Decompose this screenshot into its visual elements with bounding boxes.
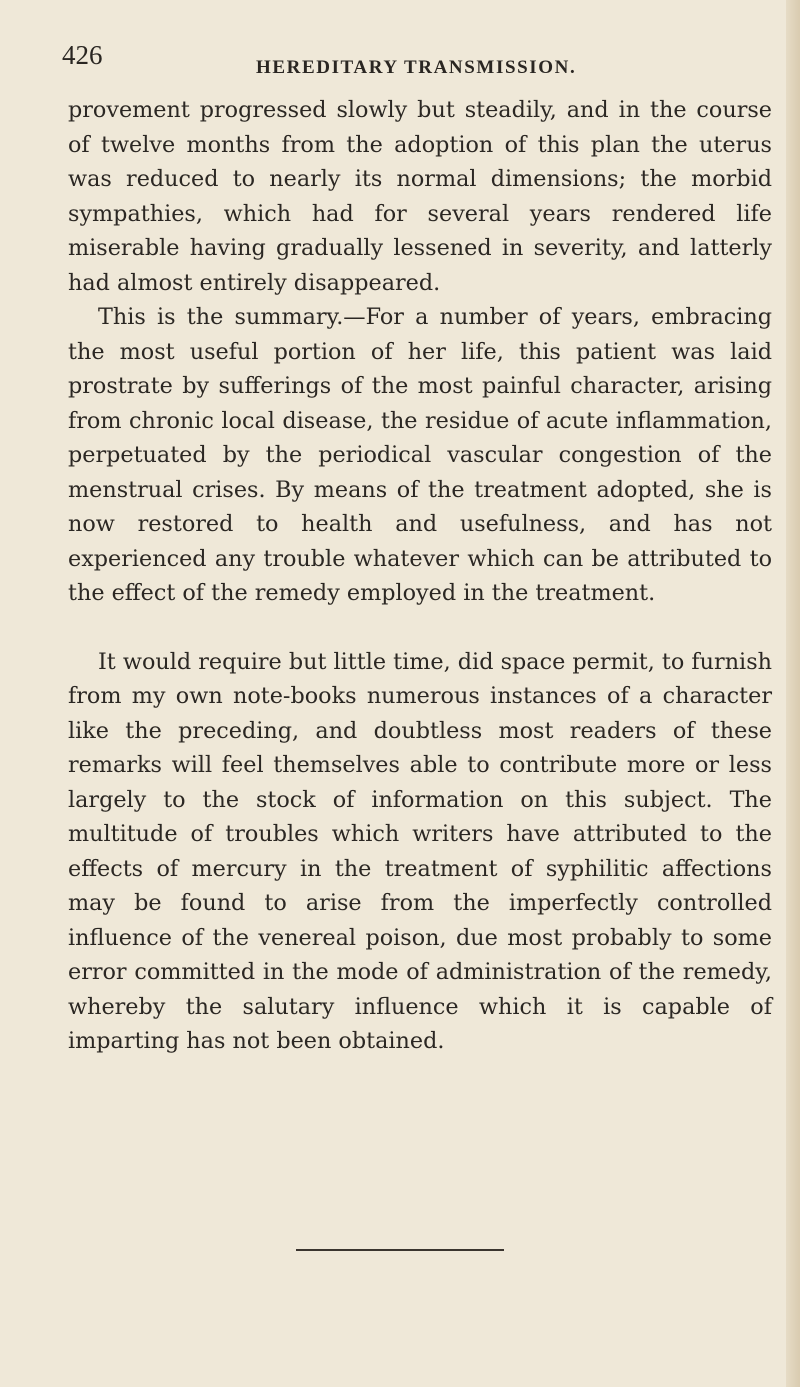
paragraph-1: provement progressed slowly but steadily, and in the course of twelve months from the adoption of this plan the uterus was reduced to nearly its normal dimensions; the morbid sympathies, which had for several years rendered life miserable having gradually lessened in severity, and latterly had almost entirely disappeared. bbox=[68, 97, 772, 296]
page-edge-shadow bbox=[786, 0, 800, 1387]
page-header bbox=[62, 40, 742, 80]
paragraph-3: It would require but little time, did space permit, to furnish from my own note-books numerous instances of a character like the preceding, and doubtless most readers of these remarks will feel themselves able to contribute more or less largely to the stock of information on this subject. The multitude of troubles which writers have attributed to the effects of mercury in the treatment of syphilitic affections may be found to arise from the imperfectly controlled influence of the venereal poison, due most probably to some error committed in the mode of administration of the remedy, whereby the salutary influence which it is capable of imparting has not been obtained. bbox=[68, 648, 772, 1054]
paragraph-gap bbox=[68, 611, 772, 645]
page-number: 426 bbox=[62, 40, 103, 70]
running-head: HEREDITARY TRANSMISSION. bbox=[256, 57, 577, 78]
section-rule bbox=[296, 1249, 504, 1251]
body-text bbox=[68, 93, 772, 1059]
paragraph-2: This is the summary.—For a number of years, embracing the most useful portion of her life, this patient was laid prostrate by sufferings of the most painful character, arising from chronic local disease, the residue of acute inflammation, perpetuated by the periodical vascular congestion of the menstrual crises. By means of the treatment adopted, she is now restored to health and usefulness, and has not experienced any trouble whatever which can be attributed to the effect of the remedy employed in the treatment. bbox=[68, 304, 772, 606]
